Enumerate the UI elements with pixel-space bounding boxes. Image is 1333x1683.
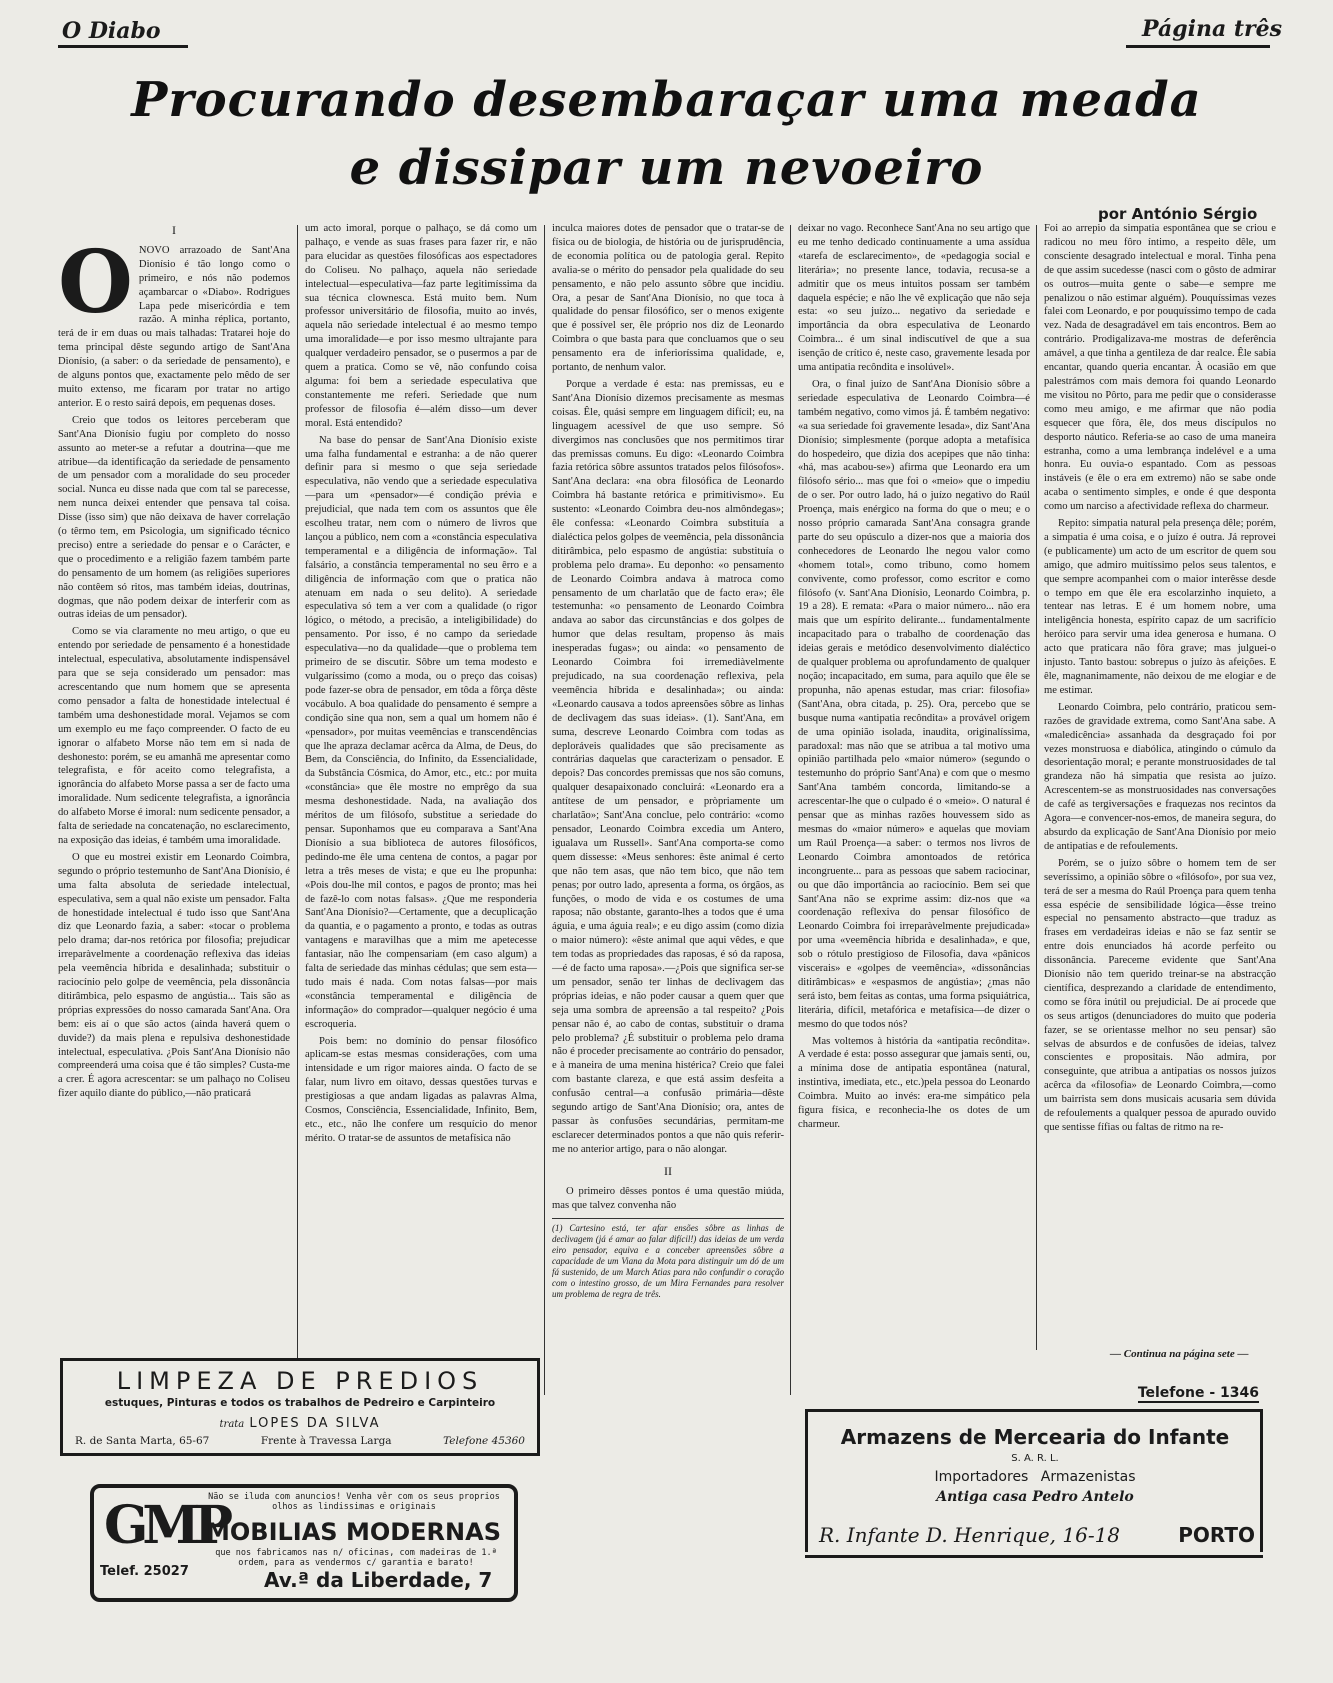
article-column-4 — [798, 222, 1030, 1358]
ad-armazens-mercearia — [805, 1385, 1265, 1560]
article-column-5 — [1044, 222, 1276, 1342]
article-paragraph: O primeiro dêsses pontos é uma questão miúda, mas que talvez convenha não — [552, 1185, 784, 1211]
section-number: I — [172, 223, 176, 237]
column-divider — [1036, 225, 1037, 1350]
article-paragraph: inculca maiores dotes de pensador que o tratar-se de física ou de biologia, de história ou de jurisprudência, de economia política ou de patologia geral. Repito avalia-se o mérito do pensador pela qualidade do seu pensamento, e não pelo assunto sôbre que incidiu. Ora, a pesar de Sant'Ana Dionísio, no que toca à qualidade do pensar filosófico, ser o menos exigente que é possível ser, êle próprio nos diz de Leonardo Coimbra o que basta para que concluamos que o seu pensamento era de inferioríssima qualidade, e, portanto, de nenhum valor. — [552, 223, 784, 374]
ad-phone: Telefone - 1346 — [1137, 1385, 1259, 1401]
article-paragraph: Na base do pensar de Sant'Ana Dionísio existe uma falha fundamental e estranha: a de não querer definir para si mesmo o que seja seriedade especulativa, não vendo que a seriedade especulativa—para um «pensador»—é condição prévia e prejudicial, que nada tem com os assuntos que êle escolheu tratar, nem com o número de livros que lançou a público, nem com a «constância especulativa temperamental e a diligência de informação». Tal falsário, a constância temperamental no seu êrro e a diligência de informação com que o pratica não atenuam em nada o seu delito). A seriedade especulativa só tem a ver com a qualidade (o rigor lógico, o método, a precisão, a inteligibilidade) do pensamento. Por isso, é no campo da seriedade especulativa—no da qualidade—que o problema tem primeiro de se discutir. Sôbre um tema modesto e vulgaríssimo (como a moda, ou o preço das coisas) pode fazer-se obra de pensador, em tôda a fôrça dêste vocábulo. A boa qualidade do pensamento é sempre a condição sine qua non, sem a qual um homem não é «pensador», por muitas veemências e transcendências que lhe apraza declamar acêrca da Alma, de Deus, do Bem, da Consciência, do Infinito, da Essencialidade, da Substância Cósmica, do Amor, etc., etc.: por muita «constância» que êle mostre no emprêgo da sua mesma deshonestidade. Nada, na avaliação dos méritos de um filósofo, substitue a seriedade do pensar. Suponhamos que eu comparava a Sant'Ana Dionísio a sua biblioteca de autores filosóficos, pedindo-me êle uma centena de contos, a pagar por letra a três meses de vista; e que eu lhe propunha: «Pois dou-lhe mil contos, e pagos de pronto; mas hei de fazê-lo com notas falsas». ¿Que me responderia Sant'Ana Dionísio?—Certamente, que a decuplicação da quantia, e o pagamento a pronto, e todas as outras vantagens e maravilhas que a mim me apetecesse fantasiar, não lhe compensariam (em caso algum) a falta de seriedade das minhas cédulas; que sem esta—tudo mais é nada. Com notas falsas—por mais «constância temperamental e diligência de informação» do comprador—qualquer negócio é uma escroqueria. — [305, 434, 537, 1030]
article-column-3 — [552, 222, 784, 1548]
header-rule-right — [1126, 45, 1270, 48]
article-paragraph: Creio que todos os leitores perceberam que Sant'Ana Dionísio fugiu por completo do nosso assunto ao meter-se a refutar a doutrina—que me atribue—da identificação da seriedade de pensamento de um pensador com a moralidade do seu proceder social. Nunca eu disse nada que com tal se parecesse, nem nunca deixei entender que pensava tal coisa. Disse (isso sim) que não deixava de haver correlação (o têrmo tem, em Psicologia, um significado técnico preciso) entre a seriedade do pensar e o Carácter, e que o procedimento e a religião fazem também parte do pensamento de um homem (as religiões superiores não contêem só ritos, mas também ideias, doutrinas, dogmas, que não podem deixar de interferir com as outras ideias de um pensador). — [58, 414, 290, 621]
page-number-label: Página três — [1142, 16, 1282, 42]
byline: por António Sérgio — [1098, 205, 1258, 223]
ad-address: R. de Santa Marta, 65-67 — [75, 1435, 210, 1447]
ad-logo-gmp: GMP — [104, 1495, 228, 1556]
column-divider — [790, 225, 791, 1395]
headline-line-2: e dissipar um nevoeiro — [349, 140, 984, 196]
ad-subtitle: que nos fabricamos nas n/ oficinas, com madeiras de 1.ª ordem, para as vendermos c/ garantia e barato! — [215, 1548, 497, 1568]
ad-city: PORTO — [1178, 1523, 1255, 1547]
ad-title: Armazens de Mercearia do Infante — [840, 1425, 1230, 1449]
ad-title: MOBILIAS MODERNAS — [206, 1518, 501, 1546]
article-paragraph: Leonardo Coimbra, pelo contrário, praticou sem-razões de gravidade extrema, como Sant'Ana sabe. A «maledicência» assanhada da desgraçado foi por vezes monstruosa e diabólica, atingindo o cúmulo da desorientação moral; e perante monstruosidades de tal grandeza não há simpatia que resista ao juízo. Acrescentem-se as monstruosidades nas conversações de café as tergiversações e fraquezas nos recintos da Agora—e convencer-nos-emos, de maneira segura, do absurdo da explicação de Sant'Ana Dionísio por meio de antipatias e de refoulements. — [1044, 701, 1276, 852]
continued-note: — Continua na página sete — — [1110, 1348, 1249, 1360]
masthead-left: O Diabo — [62, 18, 161, 44]
ad-address: Av.ª da Liberdade, 7 — [264, 1568, 493, 1592]
column-divider — [297, 225, 298, 1395]
ad-address: R. Infante D. Henrique, 16-18 — [819, 1523, 1121, 1547]
column-divider — [544, 225, 545, 1395]
ad-phone: Telef. 25027 — [100, 1564, 189, 1579]
ad-owner-name: LOPES DA SILVA — [249, 1416, 381, 1431]
article-paragraph: Foi ao arrepio da simpatia espontânea que se criou e radicou no meu fôro íntimo, a respeito dêle, um consciente desagrado intelectual e moral. Tinha pena de que assim sucedesse (nasci com o gôsto de admirar os outros—muita gente o sabe—e sempre me penalizou o não estimar alguém). Pouquíssimas vezes falei com Leonardo, e por pouquíssimo tempo de cada vez. Nada de desagradável em tais encontros. Bem ao contrário. Prodigalizava-me mostras de deferência amável, a que tinha a gentileza de dar realce. Êle sabia encantar, quando queria encantar. À ocasião em que palestrámos com mais demora foi quando Leonardo me visitou no Pôrto, para me pedir que o considerasse como meu amigo, e me afirmar que não podia esquecer que fôra, êle, dos meus discípulos no desporto náutico. Referia-se ao caso de uma maneira estranha, como a uma lembrança indelével e a uma honra. Eu ouvia-o espantado. Com as pessoas instáveis (e êle o era em extremo) não se sabe onde acaba o sentimento simples, e onde é que desponta como um narciso a afectividade reflexa do charmeur. — [1044, 223, 1276, 513]
footnote-rule — [552, 1218, 784, 1219]
article-paragraph: Pois bem: no domínio do pensar filosófico aplicam-se estas mesmas considerações, com uma intensidade e um rigor maiores ainda. O facto de se falar, num livro em oitavo, dessas questões turvas e prestigiosas a que andam ligadas as palavras Alma, Cosmos, Consciência, Essencialidade, Infinito, Bem, etc., etc., não lhe confere um resquício do menor mérito. O tratar-se de assuntos de metafísica não — [305, 1035, 537, 1144]
article-column-1 — [58, 222, 290, 1368]
article-column-2 — [305, 222, 537, 1368]
article-paragraph: Repito: simpatia natural pela presença dêle; porém, a simpatia é uma coisa, e o juízo é outra. Já reprovei (e publicamente) um acto de um escritor de quem sou amigo, que admiro muitíssimo pelos seus talentos, e que sempre acompanhei com o maior interêsse desde o tempo em que êle era escolarzinho inquieto, a tentear nas letras. E é um homem nobre, uma inteligência honesta, espírito capaz de um sacrifício heróico para servir uma idea generosa e humana. O acto que praticara não fôra grave; mas julguei-o injusto. Tanto bastou: sobrepus o juízo às afeições. E êle, magnanimamente, não deixou de me elogiar e de me estimar. — [1044, 518, 1276, 696]
ad-trata-label: trata — [219, 1419, 245, 1430]
ad-mobilias-modernas — [90, 1484, 518, 1602]
article-paragraph: um acto imoral, porque o palhaço, se dá como um palhaço, e vende as suas frases para fazer rir, e não para elucidar as questões filosóficas aos espectadores do Coliseu. No palhaço, aquela não seriedade intelectual—especulativa—faz parte legitimíssima da sua técnica clownesca. Está muito bem. Num professor universitário de filosofia, muito ao invés, aquela não seriedade intelectual é ao mesmo tempo uma imoralidade—e por isso mesmo ultrajante para qualquer verdadeiro pensador, se o pusermos a par de quem a pratica. Como se vê, não confundo coisa alguma: foi bem a seriedade especulativa que constantemente me referi. Seriedade que num professor de filosofia é—além disso—um dever moral. Está entendido? — [305, 223, 537, 429]
article-paragraph: Ora, o final juízo de Sant'Ana Dionísio sôbre a seriedade especulativa de Leonardo Coimbra—é também negativo, como vimos já. É também negativo: «a sua seriedade foi gravemente lesada», diz Sant'Ana Dionísio; simplesmente (porque adopta a metafísica do hospedeiro, que dizia dos acepipes que não tinha: «há, mas acabou-se») afirma que Leonardo era um filósofo sério... mas que foi o «meio» que o impediu de o ser. Por outro lado, há o juízo negativo do Raúl Proença, mais enérgico na forma do que o meu; e o nosso próprio camarada Sant'Ana consagra grande parte do seu opúsculo a dizer-nos que a maioria dos conhecedores de Leonardo lhe negou valor como «homem total», como tribuno, como homem convivente, como professor, como escritor e como filósofo (v. Sant'Ana Dionísio, Leonardo Coimbra, p. 19 a 28). E remata: «Para o maior número... não era mais que um espírito delirante... fundamentalmente incapacitado para o trabalho de coordenação das ideias gerais e metódico desenvolvimento dialéctico de qualquer problema ou aprofundamento de qualquer noção; incapacitado, em suma, para aquilo que êle se propunha, não apenas estudar, mas criar: filosofia» (Sant'Ana, obra citada, p. 25). Ora, percebo que se busque numa «antipatia recôndita» a provável origem de uma opinião isolada, inaudita, originalíssima, paradoxal: mas não que se atribua a tal motivo uma opinião partilhada pelo «maior número» (segundo o testemunho do próprio Sant'Ana) e com que o mesmo Sant'Ana também concorda, limitando-se a acrescentar-lhe que o culpado é o «meio». O natural é pensar que as minhas razões houvessem sido as mesmas do «maior número» e aquelas que moviam um Raúl Proença—a saber: o termos nos livros de Leonardo Coimbra amontoados de retórica incongruente... para as pessoas que sabem raciocinar, ou que dão importância ao raciocínio. Bem sei que Sant'Ana não se exprime assim: diz-nos que «a coordenação reflexiva do pensar filosófico de Leonardo Coimbra foi irreparàvelmente prejudicada» por uma «veemência híbrida e desalinhada», e que, sob o rótulo prestigioso de Filosofia, dava «pânicos viscerais» e «golpes de veemência», «dissonâncias ditirâmbicas» e «espasmos de angústia»; ¿mas não será isto, bem feitas as contas, uma forma psiquiátrica, literária, difícil, metafórica e metafísica—de dizer o mesmo do que todos nós? — [798, 378, 1030, 1030]
drop-cap: O — [58, 231, 133, 333]
ad-landmark: Frente à Travessa Larga — [260, 1435, 392, 1447]
article-paragraph: Como se via claramente no meu artigo, o que eu entendo por seriedade de pensamento é a honestidade intelectual, especulativa, absolutamente indispensável para que se seja considerado um pensador: mas acrescentando que num homem que se apresenta como pensador a falta de honestidade intelectual é também uma deshonestidade moral. Vejamos se com um exemplo eu me faço compreender. O facto de eu ignorar o alfabeto Morse não tem em si nada de deshonesto: porém, se eu amanhã me apresentar como telegrafista, e fôr aceito como telegrafista, a ignorância do alfabeto Morse passa a ser de facto uma imoralidade. Num sedicente telegrafista, a ignorância do alfabeto Morse é imoral: num sedicente pensador, a falta de seriedade na concatenação, no esclarecimento, na exposição das ideias, é também uma imoralidade. — [58, 626, 290, 846]
ad-address-row — [63, 1431, 537, 1447]
ad-contact-name — [63, 1412, 537, 1431]
article-paragraph: deixar no vago. Reconhece Sant'Ana no seu artigo que eu me tenho dedicado continuamente a uma assídua «tarefa de esclarecimento», de «pedagogia social e literária»; no presente lance, todavia, recusa-se a admitir que os meus intuitos possam ser também daquela espécie; e não lhe vê explicação que não seja esta: «o seu juízo... negativo da seriedade e importância da obra especulativa de Leonardo Coimbra... é um sinal indiscutível de que a sua isenção de crítico é, neste caso, gravemente lesada por uma antipatia recôndita e insolúvel». — [798, 223, 1030, 374]
ad-subtitle: Importadores Armazenistas — [934, 1469, 1136, 1485]
headline-line-1: Procurando desembaraçar uma meada — [131, 72, 1202, 128]
footnote: (1) Cartesino está, ter afar ensões sôbre as linhas de declivagem (já é amar ao falar difícil!) das ideias de um verda eiro pensador, equiva e a conceber apreensões sôbre a capacidade de um Viana da Mota para distinguir um dó de um fá sustenido, de um March Atias para não confundir o coração com o intestino grosso, de um Mira Fernandes para resolver um problema de regra de três. — [552, 1223, 784, 1300]
article-paragraph: O que eu mostrei existir em Leonardo Coimbra, segundo o próprio testemunho de Sant'Ana Dionísio, é uma falta absoluta de seriedade intelectual, especulativa, sem a qual não existe um pensador. Falta de honestidade intelectual é tudo isso que Sant'Ana diz que Leonardo fazia, a saber: «tocar o problema pelo drama; dar-nos retórica por filosofia; prejudicar irreparàvelmente a coordenação reflexiva das ideias pela veemência híbrida e desalinhada; substituir o raciocínio pelo golpe de veemência, pela dissonância ditirâmbica, pelo espasmo de angústia... Tais são as próprias expressões do nosso camarada Sant'Ana. Ora bem: eis aí o que são actos (ainda haverá quem o duvide?) da mais plena e repulsiva deshonestidade intelectual, especulativa. ¿Pois Sant'Ana Dionísio não compreenderá uma coisa que é tão simples? Custa-me a crer. É agora acrescentar: se um palhaço no Coliseu fizer aquilo diante do público,—não praticará — [58, 851, 290, 1100]
article-paragraph: NOVO arrazoado de Sant'Ana Dionísio é tão longo como o primeiro, e nós não podemos açambarcar o «Diabo». Rodrigues Lapa pede misericórdia e tem razão. A minha réplica, portanto, terá de ir em duas ou mais talhadas: Tratarei hoje do tema principal dêste segundo artigo de Sant'Ana Dionísio, (a saber: o da seriedade de pensamento), e de alguns pontos que, exactamente pelo mêdo de ser muito extenso, me ficaram por tratar no artigo anterior. E o resto sairá depois, em pequenas doses. — [58, 244, 290, 409]
ad-former-name: Antiga casa Pedro Antelo — [936, 1489, 1134, 1505]
article-paragraph: Porque a verdade é esta: nas premissas, eu e Sant'Ana Dionísio dizemos precisamente as mesmas coisas. Êle, quási sempre em linguagem difícil; eu, na linguagem acessível de que uso sempre. Só divergimos nas conclusões que nos permitimos tirar das premissas comuns. Eu digo: «Leonardo Coimbra fazia retórica sôbre assuntos tratados pelos filósofos». Sant'Ana declara: «na obra filosófica de Leonardo Coimbra há bastante retórica e primitivismo». Eu sustento: «Leonardo Coimbra deu-nos almôndegas»; êle confessa: «Leonardo Coimbra substituía a dialéctica pelos golpes de veemência, pela dissonância ditirâmbica, pelo espasmo de angústia: substituía o problema pelo drama». Eu deponho: «o pensamento de Leonardo Coimbra andava à matroca como pensamento de um charlatão que de facto era»; êle testemunha: «o pensamento de Leonardo Coimbra andava ao sabor das circunstâncias e dos golpes de humor que delas resultam, propenso às mais inesperadas fugas»; ou ainda: «o pensamento de Leonardo Coimbra foi irremediàvelmente prejudicado, na sua coordenação reflexiva, pela veemência híbrida e desalinhada»; ou ainda: «Leonardo causava a todos apreensões sôbre as linhas de declivagem das suas ideias». (1). Sant'Ana, em suma, descreve Leonardo Coimbra com todas as deploráveis qualidades que são precisamente as contrárias daquelas que caracterizam o pensador. E depois? Das concordes premissas que nos são comuns, qualquer desapaixonado concluirá: «Leonardo era a antítese de um pensador, e pròpriamente um charlatão»; Sant'Ana conclue, pelo contrário: «como pensador, Leonardo Coimbra excedia um Antero, igualava um Russell». Sant'Ana comporta-se como quem dissesse: «Meus senhores: êste animal é certo que não tem asas, que não tem bico, que não tem penas; por outro lado, apresenta a forma, os órgãos, as funções, o modo de vida e os costumes de uma raposa; não obstante, garanto-lhes a todos que é uma águia, e uma águia real»; e eu digo assim (como dizia o maior número): «êste animal que aqui vêdes, e que tem todas as propriedades das raposas, é só da raposa,—é de facto uma raposa».—¿Pois que significa ser-se um pensador, senão ter linhas de declivagem das próprias ideias, e não poder causar a quem quer que seja uma sombra de apreensão a tal respeito? ¿Pois pensar não é, ao cabo de contas, substituir o drama pelo problema? ¿É substituir o problema pelo drama não é proceder precisamente ao contrário do pensador, e à maneira de uma menina histérica? Creio que falei com bastante clareza, e que está assim desfeita a confusão central—a confusão primária—dêste segundo artigo de Sant'Ana Dionísio; ora, antes de passar às confusões secundárias, permitam-me esclarecer determinados pontos a que não quis referir-me no anterior artigo, para o não alongar. — [552, 378, 784, 1155]
article-paragraph: Porém, se o juízo sôbre o homem tem de ser severíssimo, a opinião sôbre o «filósofo», por sua vez, terá de ser a mesma do Raúl Proença para quem tenha essa espécie de sensibilidade lógica—êsse treino especial no pensamento abstracto—que traduz as frases em verdadeiras ideias e não se faz sentir se entre dois enunciados há acorde perfeito ou dissonância. Pareceme evidente que Sant'Ana Dionísio não tem querido treinar-se na abstracção científica, desprezando a claridade de entendimento, como se fôra inútil ou prejudicial. De aí procede que os seus artigos (denunciadores do muito que poderia fazer, se se orientasse melhor no seu pensar) são selvas de absurdos e de confusões de ideias, talvez conscientes e propositais. Não admira, por conseguinte, que atribua a antipatias os nossos juízos acêrca da «filosofia» de Leonardo Coimbra,—como um bairrista sem dons musicais acusaria sem dúvida de refoulements a qualquer pessoa de apurado ouvido que sentisse fífias ou faltas de ritmo na re- — [1044, 857, 1276, 1133]
ad-frame-bottom — [805, 1555, 1263, 1558]
ad-limpeza-de-predios — [60, 1358, 540, 1456]
ad-note: Não se iluda com anuncios! Venha vêr com os seus proprios olhos as lindissimas e originais — [208, 1492, 500, 1512]
ad-services: estuques, Pinturas e todos os trabalhos de Pedreiro e Carpinteiro — [104, 1397, 496, 1409]
ad-company-type: S. A. R. L. — [1011, 1453, 1059, 1464]
ad-title: LIMPEZA DE PREDIOS — [116, 1367, 484, 1395]
section-number: II — [664, 1163, 672, 1178]
header-rule-left — [58, 45, 188, 48]
ad-phone: Telefone 45360 — [443, 1435, 525, 1447]
article-paragraph: Mas voltemos à história da «antipatia recôndita». A verdade é esta: posso assegurar que jamais senti, ou, a mínima dose de antipatia espontânea (natural, instintiva, imediata, etc., etc.)pela pessoa do Leonardo Coimbra. Muito ao invés: era-me simpático pela figura física, e reconhecia-lhe os dotes de um charmeur. — [798, 1035, 1030, 1130]
